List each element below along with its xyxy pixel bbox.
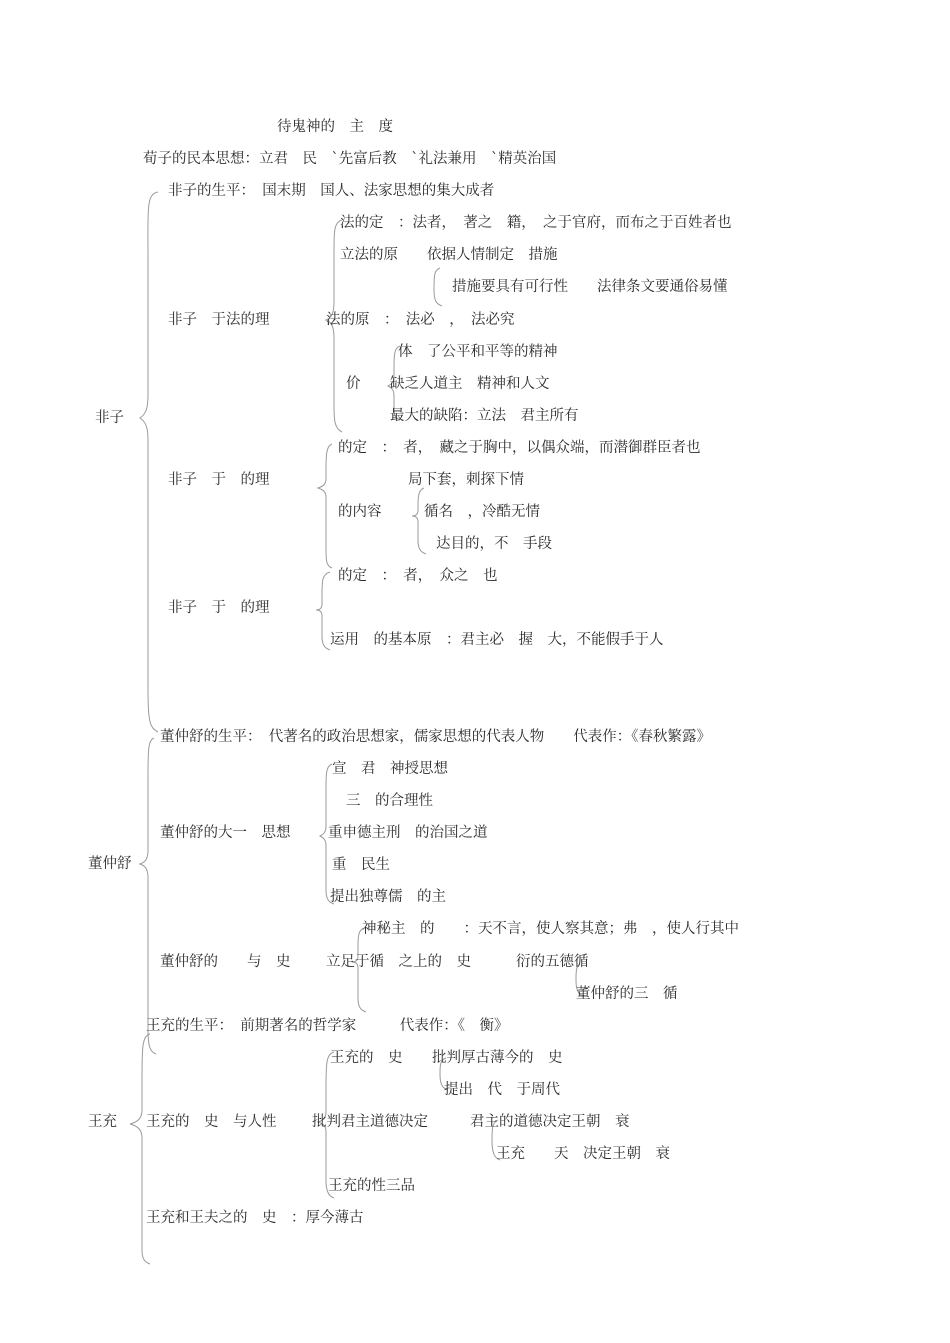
law-value-3: 最大的缺陷：立法 君主所有 [390, 408, 579, 424]
dong-cycle-1: 衍的五德循 [516, 954, 589, 970]
wang-title: 王充 [88, 1114, 117, 1130]
law-legislation: 立法的原 依据人情制定 措施 [340, 247, 558, 263]
wang-compare: 王充和王夫之的 史 ：厚今薄古 [146, 1210, 364, 1226]
brace-hanfei [140, 192, 158, 732]
shu-content-label: 的内容 [338, 504, 382, 520]
shi-usage: 运用 的基本原 ：君主必 握 大，不能假手于人 [330, 632, 664, 648]
header-line-2: 荀子的民本思想：立君 民 `先富后教 `礼法兼用 `精英治国 [143, 151, 557, 167]
hanfei-title: 非子 [95, 410, 124, 426]
dong-life: 董仲舒的生平： 代著名的政治思想家，儒家思想的代表人物 代表作：《春秋繁露》 [160, 729, 711, 745]
shu-content-1: 局下套，刺探下情 [408, 472, 524, 488]
unity-item-2: 三 的合理性 [346, 793, 433, 809]
dong-cycle-label: 立足于循 之上的 史 [326, 954, 471, 970]
brace-shu [318, 444, 332, 568]
brace-shi [316, 572, 330, 650]
shu-content-3: 达目的，不 手段 [436, 536, 552, 552]
wang-nature: 王充的性三品 [328, 1178, 415, 1194]
unity-item-4: 重 民生 [332, 857, 390, 873]
wang-generation: 提出 代 于周代 [444, 1082, 560, 1098]
law-value-1: 体 了公平和平等的精神 [398, 344, 558, 360]
law-legislation-2: 措施要具有可行性 法律条文要通俗易懂 [452, 279, 728, 295]
law-value-label: 价 [346, 376, 361, 392]
unity-item-5: 提出独尊儒 的主 [330, 889, 446, 905]
dong-mystic: 神秘主 的 ：天不言，使人察其意；弗 ，使人行其中 [362, 921, 739, 937]
shu-definition: 的定 ： 者， 藏之于胸中，以偶众端，而潜御群臣者也 [338, 440, 701, 456]
wang-moral: 批判君主道德决定 [312, 1114, 428, 1130]
unity-item-1: 宣 君 神授思想 [332, 761, 448, 777]
wang-criticism: 批判厚古薄今的 史 [432, 1050, 563, 1066]
dong-title: 董仲舒 [88, 856, 132, 872]
dong-history-label: 董仲舒的 与 史 [160, 954, 291, 970]
dong-cycle-2: 董仲舒的三 循 [576, 986, 678, 1002]
hanfei-shu-label: 非子 于 的理 [168, 472, 270, 488]
brace-legislation [434, 268, 442, 306]
dong-unity-label: 董仲舒的大一 思想 [160, 825, 291, 841]
header-line-1: 待鬼神的 主 度 [277, 119, 393, 135]
law-definition: 法的定 ：法者， 著之 籍， 之于官府，而布之于百姓者也 [340, 215, 732, 231]
brace-dong [140, 738, 156, 1054]
shu-content-2: 循名 ，冷酷无情 [424, 504, 540, 520]
hanfei-law-label: 非子 于法的理 [168, 312, 270, 328]
shi-definition: 的定 ： 者， 众之 也 [338, 568, 498, 584]
wang-moral-2: 君主的道德决定王朝 衰 [470, 1114, 630, 1130]
brace-wang [130, 1034, 150, 1264]
wang-history-label: 王充的 史 与人性 [146, 1114, 277, 1130]
law-principle: 法的原 ： 法必 ， 法必究 [326, 312, 515, 328]
wang-life: 王充的生平： 前期著名的哲学家 代表作：《 衡》 [146, 1018, 509, 1034]
wang-heaven: 王充 天 决定王朝 衰 [496, 1146, 670, 1162]
hanfei-shi-label: 非子 于 的理 [168, 600, 270, 616]
wang-history-view: 王充的 史 [330, 1050, 403, 1066]
law-value-2: 缺乏人道主 精神和人文 [390, 376, 550, 392]
hanfei-life: 非子的生平： 国末期 国人、法家思想的集大成者 [168, 183, 495, 199]
unity-item-3: 重申德主刑 的治国之道 [328, 825, 488, 841]
brace-shu-content [412, 488, 426, 554]
